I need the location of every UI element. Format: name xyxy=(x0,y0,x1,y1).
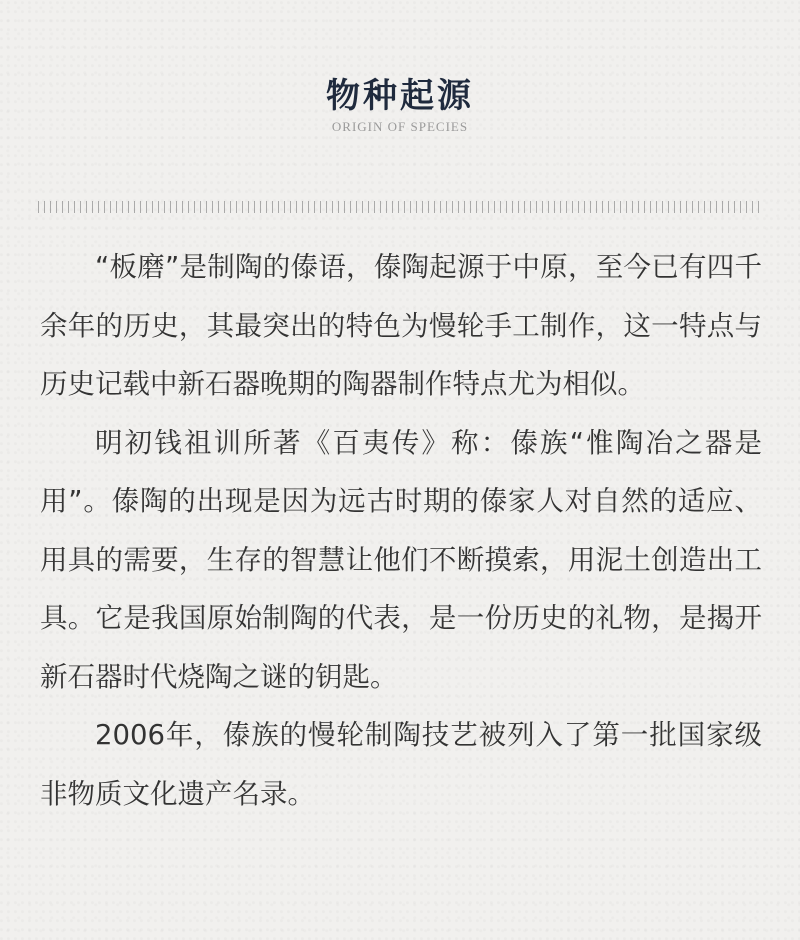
article-body xyxy=(40,238,762,823)
decorative-divider xyxy=(38,201,762,213)
paragraph-2: 明初钱祖训所著《百夷传》称：傣族“惟陶冶之器是用”。傣陶的出现是因为远古时期的傣家人对自然的适应、用具的需要，生存的智慧让他们不断摸索，用泥土创造出工具。它是我国原始制陶的代表，是一份历史的礼物，是揭开新石器时代烧陶之谜的钥匙。 xyxy=(40,426,762,693)
page-title: 物种起源 xyxy=(326,76,474,116)
paragraph-1: “板磨”是制陶的傣语，傣陶起源于中原，至今已有四千余年的历史，其最突出的特色为慢轮手工制作，这一特点与历史记载中新石器晚期的陶器制作特点尤为相似。 xyxy=(40,251,762,400)
paragraph-3: 2006年，傣族的慢轮制陶技艺被列入了第一批国家级非物质文化遗产名录。 xyxy=(40,719,762,810)
page-subtitle: ORIGIN OF SPECIES xyxy=(331,119,469,134)
